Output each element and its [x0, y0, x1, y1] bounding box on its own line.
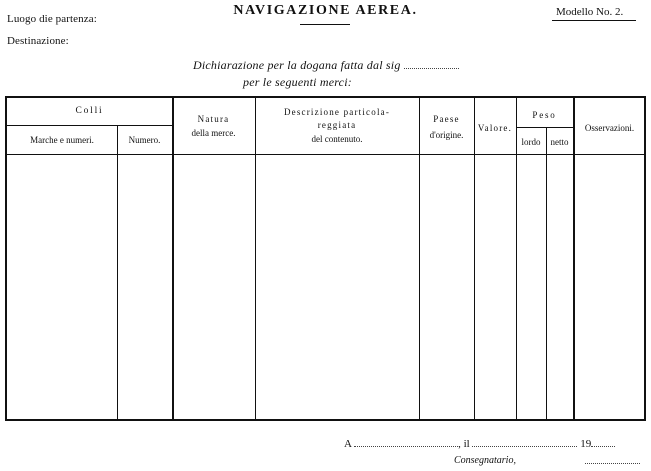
descrizione-header-1: Descrizione particola-: [283, 107, 391, 117]
peso-subheader-rule: [516, 127, 573, 128]
declaration-line-2: per le seguenti merci:: [243, 75, 352, 89]
divider-paese-valore: [474, 98, 475, 419]
title-underline: [300, 24, 350, 25]
paese-header: Paese: [433, 114, 460, 124]
place-date-line: [344, 437, 615, 450]
place-field[interactable]: [354, 437, 458, 447]
divider-natura-descrizione: [255, 98, 256, 419]
model-number: Modello No. 2.: [556, 6, 624, 18]
colli-subheader-rule: [7, 125, 172, 126]
signature-field[interactable]: [585, 463, 640, 464]
model-underline: [552, 20, 636, 21]
declarant-name-field[interactable]: [404, 59, 459, 69]
peso-header: Peso: [532, 110, 557, 120]
valore-header: Valore.: [477, 123, 513, 133]
descrizione-header-2: reggiata: [317, 120, 357, 130]
place-prefix: A: [344, 438, 352, 450]
date-prefix: , il: [458, 438, 470, 450]
page-title: NAVIGAZIONE AEREA.: [233, 3, 418, 18]
signature-label: Consegnatario,: [454, 455, 516, 466]
declaration-line-1: [193, 58, 459, 73]
divider-descrizione-paese: [419, 98, 420, 419]
declaration-text-1: Dichiarazione per la dogana fatta dal sig: [193, 58, 401, 72]
destination-label: Destinazione:: [7, 35, 69, 47]
divider-peso-osservazioni: [573, 98, 575, 419]
divider-colli-natura: [172, 98, 174, 419]
osservazioni-header: Osservazioni.: [584, 123, 635, 133]
goods-table: [5, 96, 646, 421]
divider-lordo-netto: [546, 127, 547, 419]
paese-subheader: d'origine.: [429, 130, 464, 140]
natura-subheader: della merce.: [191, 128, 236, 138]
descrizione-header-3: del contenuto.: [311, 134, 363, 144]
netto-header: netto: [550, 137, 569, 147]
numero-header: Numero.: [128, 135, 161, 145]
marche-header: Marche e numeri.: [30, 135, 94, 145]
year-prefix: 19: [580, 438, 592, 450]
departure-label: Luogo die partenza:: [7, 13, 97, 25]
lordo-header: lordo: [521, 137, 541, 147]
divider-marche-numero: [117, 125, 118, 419]
header-bottom-rule: [7, 154, 644, 155]
year-field[interactable]: [591, 437, 615, 447]
natura-header: Natura: [197, 114, 230, 124]
colli-header: Colli: [75, 106, 104, 116]
date-field[interactable]: [472, 437, 577, 447]
